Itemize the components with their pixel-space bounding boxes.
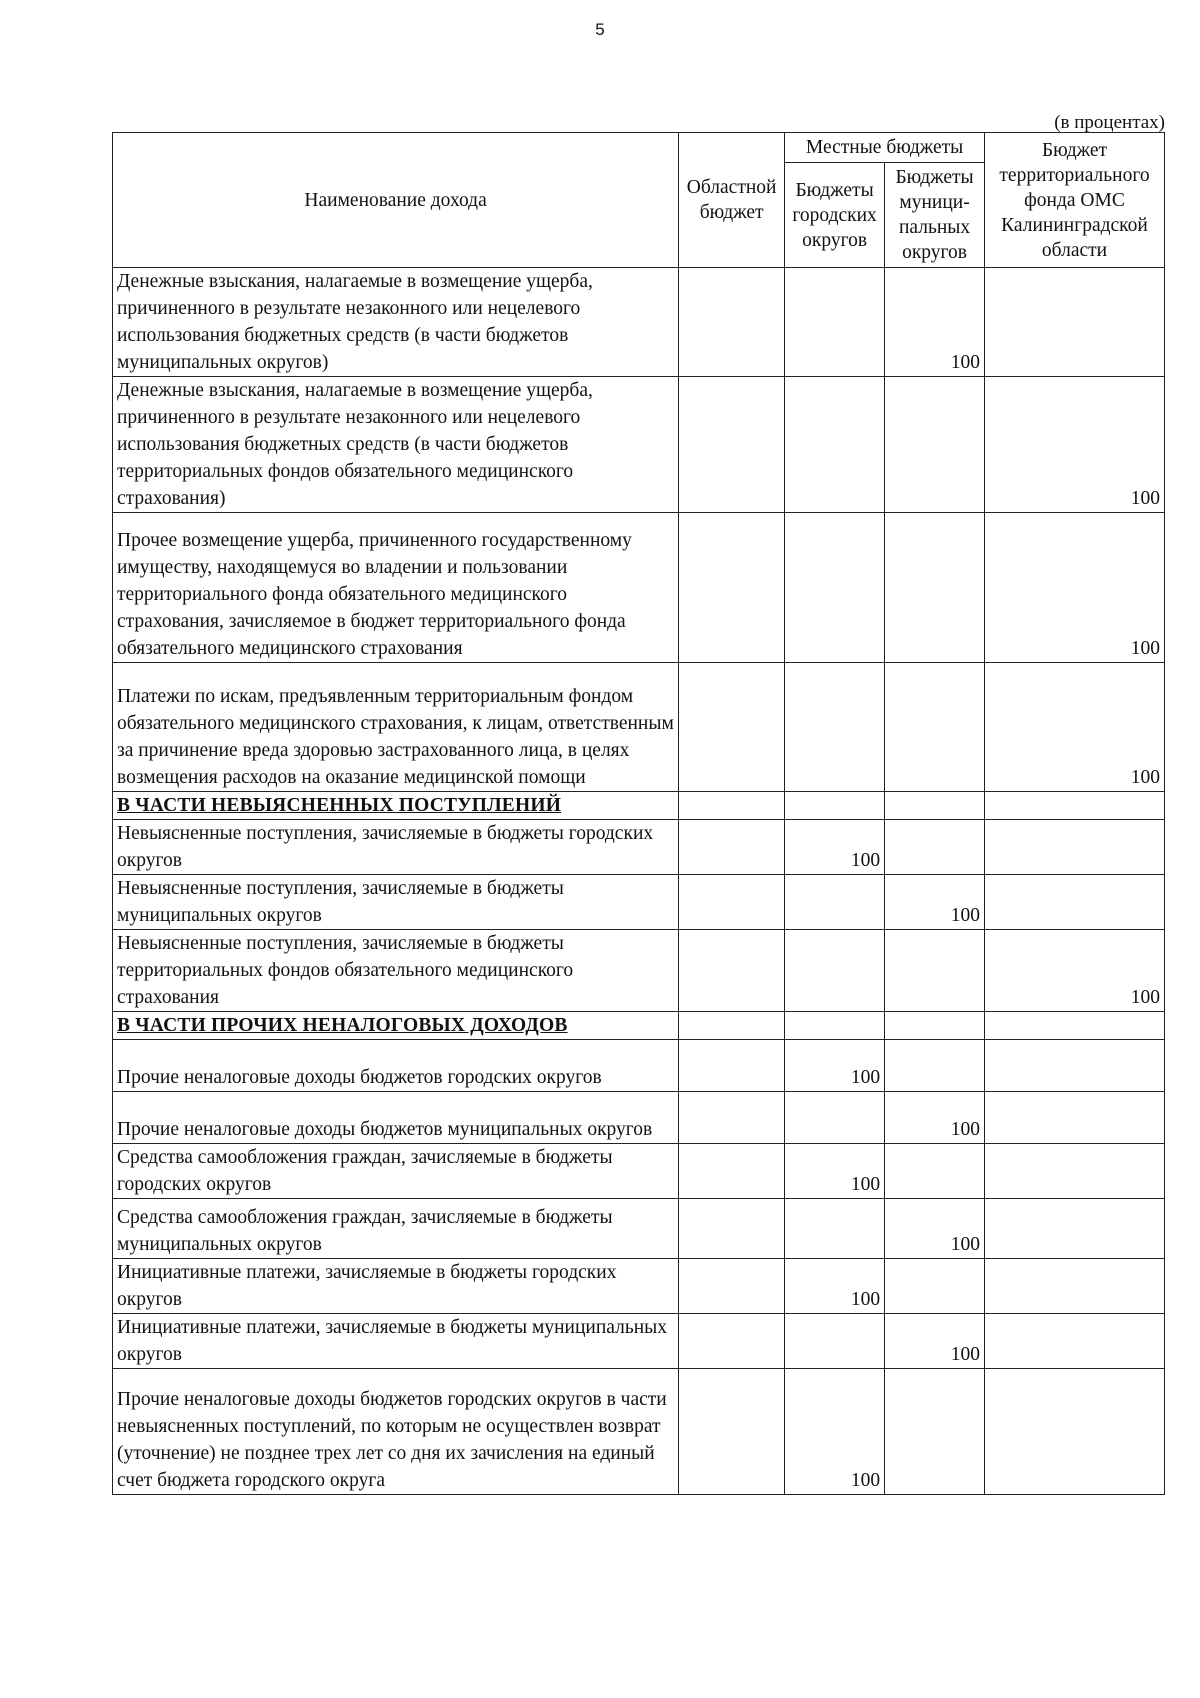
- share-cell-gorod: 100: [785, 820, 885, 875]
- header-local-group: Местные бюджеты: [785, 133, 985, 163]
- share-cell-oms: [985, 268, 1165, 377]
- table-row: [113, 1092, 1165, 1144]
- header-name: Наименование дохода: [113, 133, 679, 268]
- income-name-cell: Прочие неналоговые доходы бюджетов муниципальных округов: [113, 1092, 679, 1144]
- share-cell-gorod: [785, 1199, 885, 1259]
- share-cell-oms: [985, 792, 1165, 820]
- income-name-cell: Прочее возмещение ущерба, причиненного государственному имуществу, находящемуся во владении и пользовании территориального фонда обязательного медицинского страхования, зачисляемое в бюджет территориального фонда обязательного медицинского страхования: [113, 513, 679, 663]
- share-cell-oms: 100: [985, 513, 1165, 663]
- header-oms: Бюджет территориального фонда ОМС Калининградской области: [985, 133, 1165, 268]
- share-cell-oblast: [679, 1144, 785, 1199]
- share-cell-municipal: [885, 1040, 985, 1092]
- share-cell-municipal: [885, 1144, 985, 1199]
- share-cell-oms: [985, 1314, 1165, 1369]
- section-title: В ЧАСТИ ПРОЧИХ НЕНАЛОГОВЫХ ДОХОДОВ: [113, 1012, 679, 1040]
- share-cell-oblast: [679, 930, 785, 1012]
- share-cell-oblast: [679, 513, 785, 663]
- share-cell-municipal: [885, 1012, 985, 1040]
- share-cell-municipal: [885, 377, 985, 513]
- share-cell-municipal: [885, 663, 985, 792]
- table-row: [113, 377, 1165, 513]
- share-cell-oms: [985, 1369, 1165, 1495]
- share-cell-oblast: [679, 268, 785, 377]
- share-cell-oblast: [679, 792, 785, 820]
- share-cell-municipal: 100: [885, 1092, 985, 1144]
- header-municipal: Бюджеты муници-пальных округов: [885, 163, 985, 268]
- share-cell-gorod: [785, 268, 885, 377]
- share-cell-oblast: [679, 1040, 785, 1092]
- share-cell-oms: [985, 1144, 1165, 1199]
- share-cell-municipal: 100: [885, 1314, 985, 1369]
- header-gorod: Бюджеты городских округов: [785, 163, 885, 268]
- income-name-cell: Денежные взыскания, налагаемые в возмещение ущерба, причиненного в результате незаконного или нецелевого использования бюджетных средств (в части бюджетов муниципальных округов): [113, 268, 679, 377]
- share-cell-oms: [985, 820, 1165, 875]
- share-cell-gorod: [785, 513, 885, 663]
- table-header-row: [113, 133, 1165, 163]
- share-cell-gorod: [785, 1314, 885, 1369]
- share-cell-municipal: 100: [885, 1199, 985, 1259]
- table-row: [113, 663, 1165, 792]
- share-cell-gorod: [785, 930, 885, 1012]
- share-cell-municipal: [885, 1259, 985, 1314]
- share-cell-oms: [985, 1199, 1165, 1259]
- income-name-cell: Инициативные платежи, зачисляемые в бюджеты городских округов: [113, 1259, 679, 1314]
- income-name-cell: Прочие неналоговые доходы бюджетов городских округов: [113, 1040, 679, 1092]
- share-cell-oblast: [679, 1369, 785, 1495]
- income-name-cell: Денежные взыскания, налагаемые в возмещение ущерба, причиненного в результате незаконного или нецелевого использования бюджетных средств (в части бюджетов территориальных фондов обязательного медицинского страхования): [113, 377, 679, 513]
- share-cell-gorod: [785, 875, 885, 930]
- share-cell-oblast: [679, 663, 785, 792]
- share-cell-oms: [985, 1259, 1165, 1314]
- share-cell-gorod: [785, 1012, 885, 1040]
- share-cell-oms: [985, 875, 1165, 930]
- share-cell-oblast: [679, 875, 785, 930]
- share-cell-gorod: [785, 1092, 885, 1144]
- share-cell-municipal: 100: [885, 268, 985, 377]
- share-cell-gorod: 100: [785, 1369, 885, 1495]
- section-header-row: [113, 792, 1165, 820]
- table-row: [113, 1259, 1165, 1314]
- share-cell-municipal: [885, 792, 985, 820]
- share-cell-oms: 100: [985, 663, 1165, 792]
- income-name-cell: Инициативные платежи, зачисляемые в бюджеты муниципальных округов: [113, 1314, 679, 1369]
- share-cell-oblast: [679, 820, 785, 875]
- income-name-cell: Невыясненные поступления, зачисляемые в бюджеты территориальных фондов обязательного медицинского страхования: [113, 930, 679, 1012]
- income-name-cell: Средства самообложения граждан, зачисляемые в бюджеты муниципальных округов: [113, 1199, 679, 1259]
- table-row: [113, 1369, 1165, 1495]
- page-number: 5: [595, 20, 605, 39]
- share-cell-oms: [985, 1040, 1165, 1092]
- table-row: [113, 268, 1165, 377]
- table-row: [113, 513, 1165, 663]
- share-cell-municipal: [885, 1369, 985, 1495]
- table-row: [113, 1314, 1165, 1369]
- table-row: [113, 930, 1165, 1012]
- share-cell-gorod: [785, 792, 885, 820]
- income-name-cell: Невыясненные поступления, зачисляемые в бюджеты городских округов: [113, 820, 679, 875]
- table-row: [113, 1040, 1165, 1092]
- section-header-row: [113, 1012, 1165, 1040]
- share-cell-oms: [985, 1092, 1165, 1144]
- share-cell-gorod: 100: [785, 1040, 885, 1092]
- table-row: [113, 875, 1165, 930]
- share-cell-oblast: [679, 1259, 785, 1314]
- section-title: В ЧАСТИ НЕВЫЯСНЕННЫХ ПОСТУПЛЕНИЙ: [113, 792, 679, 820]
- share-cell-oblast: [679, 1012, 785, 1040]
- share-cell-municipal: [885, 513, 985, 663]
- revenue-distribution-table: [112, 132, 1165, 1495]
- income-name-cell: Прочие неналоговые доходы бюджетов городских округов в части невыясненных поступлений, по которым не осуществлен возврат (уточнение) не позднее трех лет со дня их зачисления на единый счет бюджета городского округа: [113, 1369, 679, 1495]
- table-row: [113, 1144, 1165, 1199]
- share-cell-gorod: 100: [785, 1144, 885, 1199]
- table-row: [113, 820, 1165, 875]
- share-cell-oblast: [679, 1092, 785, 1144]
- share-cell-oms: 100: [985, 930, 1165, 1012]
- share-cell-municipal: [885, 820, 985, 875]
- income-name-cell: Средства самообложения граждан, зачисляемые в бюджеты городских округов: [113, 1144, 679, 1199]
- table-row: [113, 1199, 1165, 1259]
- share-cell-oms: 100: [985, 377, 1165, 513]
- share-cell-oms: [985, 1012, 1165, 1040]
- income-name-cell: Невыясненные поступления, зачисляемые в бюджеты муниципальных округов: [113, 875, 679, 930]
- share-cell-oblast: [679, 1314, 785, 1369]
- share-cell-gorod: 100: [785, 1259, 885, 1314]
- share-cell-gorod: [785, 663, 885, 792]
- share-cell-oblast: [679, 377, 785, 513]
- share-cell-gorod: [785, 377, 885, 513]
- share-cell-oblast: [679, 1199, 785, 1259]
- income-name-cell: Платежи по искам, предъявленным территориальным фондом обязательного медицинского страхования, к лицам, ответственным за причинение вреда здоровью застрахованного лица, в целях возмещения расходов на оказание медицинской помощи: [113, 663, 679, 792]
- share-cell-municipal: 100: [885, 875, 985, 930]
- share-cell-municipal: [885, 930, 985, 1012]
- header-oblast: Областной бюджет: [679, 133, 785, 268]
- units-note: (в процентах): [1054, 112, 1165, 133]
